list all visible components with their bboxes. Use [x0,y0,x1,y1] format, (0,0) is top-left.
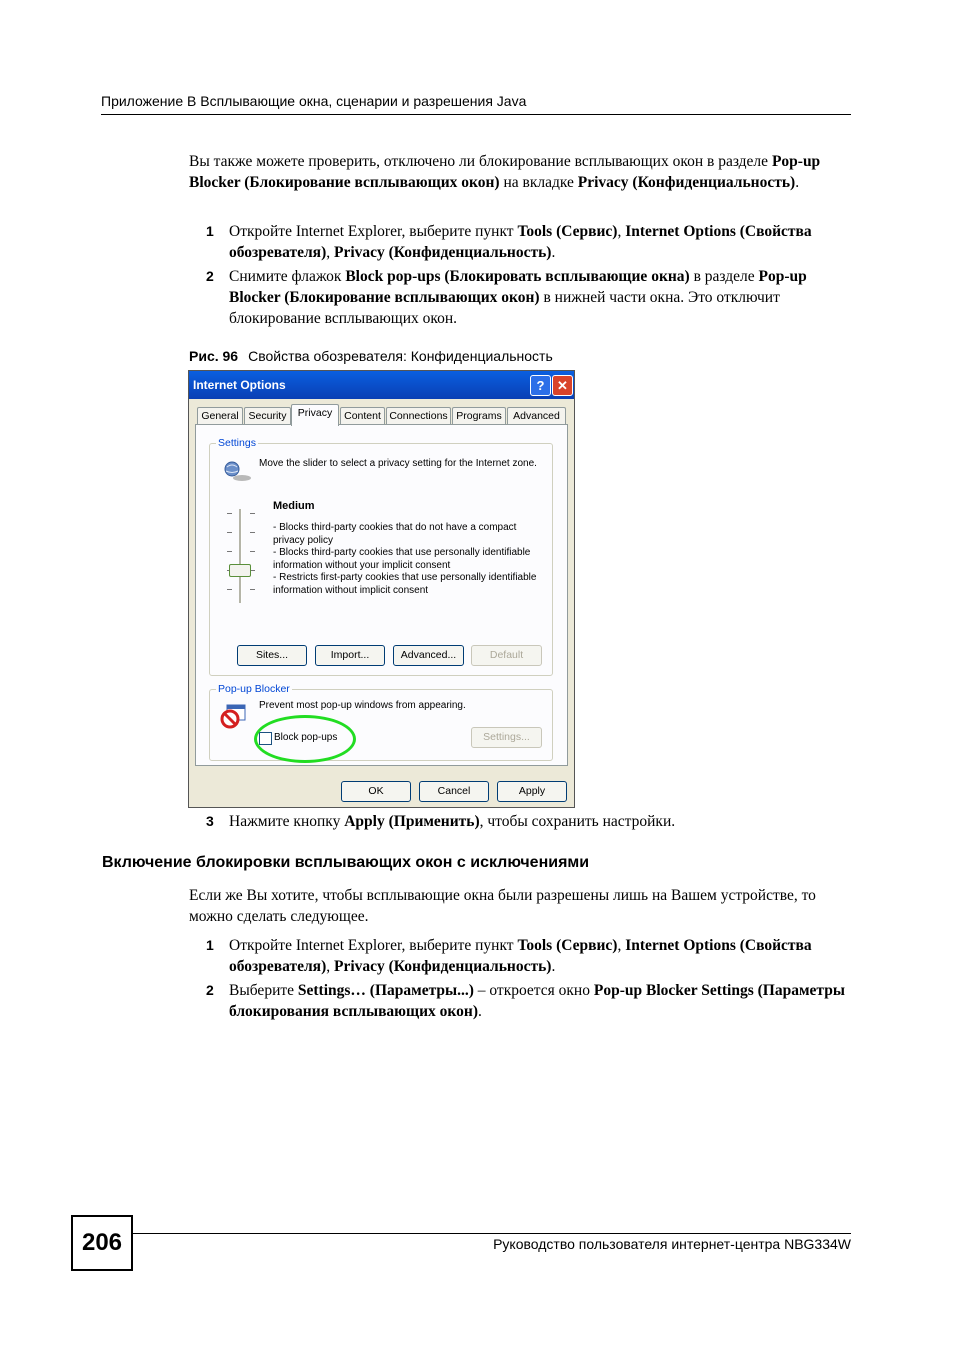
default-button[interactable]: Default [471,645,542,666]
ok-button[interactable]: OK [341,781,411,802]
privacy-globe-icon [222,458,252,484]
page-number: 206 [71,1215,133,1271]
header-title: Приложение B Всплывающие окна, сценарии и разрешения Java [101,93,527,109]
apply-button[interactable]: Apply [497,781,567,802]
step-1: 1 Откройте Internet Explorer, выберите пункт Tools (Сервис), Internet Options (Свойства обозревателя), Privacy (Конфиденциальность). [206,223,812,261]
step-number: 1 [206,223,214,239]
privacy-tab-panel [195,424,568,766]
popup-blocker-description: Prevent most pop-up windows from appearing. [259,700,466,711]
block-popups-label: Block pop-ups [274,732,338,743]
tab-general[interactable]: General [197,407,243,425]
footer-text: Руководство пользователя интернет-центра NBG334W [493,1236,851,1252]
cancel-button[interactable]: Cancel [419,781,489,802]
privacy-slider[interactable] [225,509,265,604]
step-2: 2 Снимите флажок Block pop-ups (Блокировать всплывающие окна) в разделе Pop-up Blocker (Блокирование всплывающих окон) в нижней части окна. Это отключит блокирование всплывающих окон. [206,268,807,327]
popup-blocker-icon [220,703,248,731]
step-number: 2 [206,982,214,998]
section-heading: Включение блокировки всплывающих окон с исключениями [102,854,590,871]
popup-blocker-label: Pop-up Blocker [218,683,290,695]
tab-programs[interactable]: Programs [452,407,506,425]
intro-paragraph: Вы также можете проверить, отключено ли блокирование всплывающих окон в разделе Pop-up Blocker (Блокирование всплывающих окон) на вкладке Privacy (Конфиденциальность). [189,153,821,191]
tab-advanced[interactable]: Advanced [507,407,566,425]
settings-label: Settings [218,437,256,449]
step-3: 3 Нажмите кнопку Apply (Применить), чтобы сохранить настройки. [206,813,676,830]
advanced-button[interactable]: Advanced... [393,645,464,666]
step-1b: 1 Откройте Internet Explorer, выберите пункт Tools (Сервис), Internet Options (Свойства обозревателя), Privacy (Конфиденциальность). [206,937,812,975]
section-paragraph: Если же Вы хотите, чтобы всплывающие окна были разрешены лишь на Вашем устройстве, то можно сделать следующее. [189,887,816,925]
highlight-ellipse [254,715,356,763]
import-button[interactable]: Import... [315,645,385,666]
level-description: - Blocks third-party cookies that do not have a compact privacy policy - Blocks third-party cookies that use personally identifiable information without your implicit consent - Restricts first-party cookies that use personally identifiable information without implicit consent [273,522,537,596]
privacy-level: Medium [273,500,315,512]
tab-connections[interactable]: Connections [386,407,451,425]
running-header [101,93,851,115]
step-2b: 2 Выберите Settings… (Параметры...) – откроется окно Pop-up Blocker Settings (Параметры блокирования всплывающих окон). [206,982,845,1020]
dialog-title: Internet Options [193,378,286,392]
footer-rule [131,1233,851,1234]
popup-settings-button[interactable]: Settings... [471,727,542,748]
dialog-titlebar [189,371,574,399]
settings-description: Move the slider to select a privacy setting for the Internet zone. [259,458,537,469]
step-number: 3 [206,813,214,829]
tab-security[interactable]: Security [244,407,291,425]
close-icon[interactable]: ✕ [552,375,573,396]
help-icon[interactable]: ? [530,375,551,396]
step-number: 2 [206,268,214,284]
tab-privacy[interactable]: Privacy [291,404,339,426]
tab-content[interactable]: Content [340,407,385,425]
sites-button[interactable]: Sites... [237,645,307,666]
step-number: 1 [206,937,214,953]
figure-caption: Рис. 96 Свойства обозревателя: Конфиденциальность [189,348,553,364]
internet-options-dialog [188,370,575,808]
slider-thumb[interactable] [229,564,251,577]
settings-group [209,437,553,676]
